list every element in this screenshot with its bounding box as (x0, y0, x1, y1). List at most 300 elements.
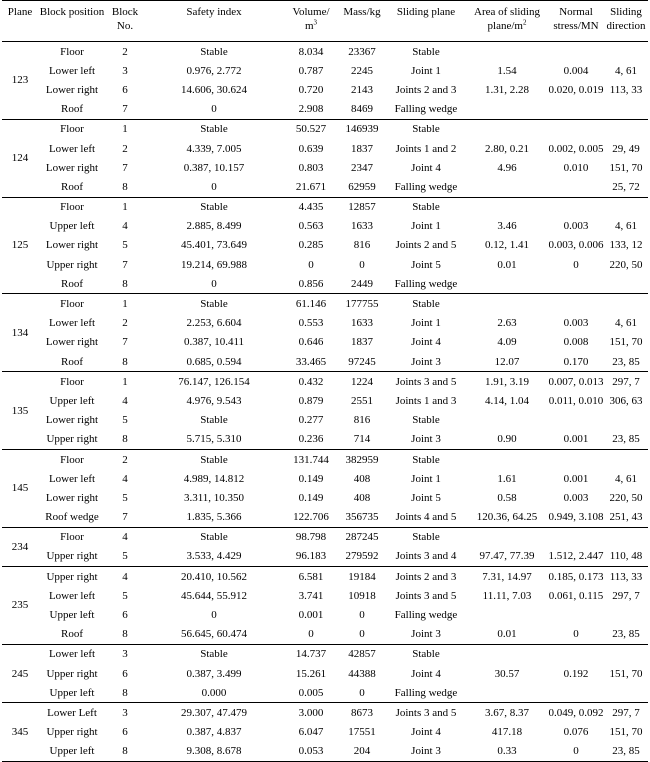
area-cell (466, 605, 548, 624)
safety-index-cell: 45.644, 55.912 (181, 589, 247, 602)
sliding-direction-cell: 220, 50 (609, 491, 643, 504)
sliding-direction-cell: 297, 7 (612, 589, 640, 602)
sliding-plane-cell: Joint 1 (411, 64, 441, 77)
block-position-cell: Roof (38, 274, 106, 294)
safety-index-cell: Stable (200, 648, 228, 661)
table-row (2, 236, 648, 255)
area-cell: 0.12, 1.41 (485, 239, 529, 252)
safety-index-cell: 4.339, 7.005 (186, 142, 242, 155)
volume-cell: 98.798 (295, 531, 327, 544)
normal-stress-cell: 0.001 (563, 472, 589, 485)
table-row (2, 61, 648, 80)
block-no-cell: 6 (122, 83, 128, 96)
safety-index-cell: 45.401, 73.649 (181, 239, 247, 252)
block-position-cell: Lower Left (47, 706, 97, 719)
sliding-direction-cell: 110, 48 (604, 547, 648, 567)
volume-cell: 122.706 (284, 508, 338, 528)
sliding-plane-cell: Joints 3 and 5 (395, 706, 457, 719)
block-no-cell: 4 (122, 394, 128, 407)
block-no-cell: 4 (122, 531, 128, 544)
block-position-cell: Floor (60, 123, 84, 136)
header-row (2, 1, 648, 42)
block-no-cell: 8 (106, 742, 144, 762)
block-position-cell: Upper left (38, 742, 106, 762)
area-cell: 2.80, 0.21 (485, 142, 529, 155)
normal-stress-cell (548, 274, 604, 294)
plane-cell: 235 (2, 567, 38, 645)
header-area (466, 1, 548, 42)
volume-cell: 21.671 (284, 177, 338, 197)
safety-index-cell: 2.253, 6.604 (186, 317, 242, 330)
mass-cell: 0 (338, 625, 386, 645)
area-cell (466, 119, 548, 139)
volume-cell: 0.285 (298, 239, 324, 252)
volume-cell: 0.149 (298, 472, 324, 485)
sliding-direction-cell (604, 119, 648, 139)
normal-stress-cell: 0.002, 0.005 (548, 142, 604, 155)
area-cell: 1.61 (497, 472, 517, 485)
plane-cell: 135 (2, 372, 38, 450)
safety-index-cell: 0.976, 2.772 (186, 64, 242, 77)
header-area-exponent: 2 (522, 18, 527, 27)
block-position-cell: Lower right (45, 414, 99, 427)
safety-index-cell: 0 (144, 177, 284, 197)
block-position-cell: Lower right (45, 83, 99, 96)
normal-stress-cell (548, 197, 604, 217)
normal-stress-cell: 0.004 (563, 64, 589, 77)
sliding-plane-cell: Falling wedge (394, 609, 458, 622)
table-row (2, 177, 648, 197)
volume-cell: 0.553 (298, 317, 324, 330)
table-row (2, 547, 648, 567)
volume-cell: 0.236 (284, 430, 338, 450)
block-no-cell: 1 (122, 201, 128, 214)
plane-cell: 145 (2, 449, 38, 527)
block-no-cell: 1 (122, 123, 128, 136)
block-position-cell: Lower left (48, 589, 96, 602)
mass-cell: 146939 (345, 123, 379, 136)
sliding-plane-cell: Falling wedge (386, 683, 466, 703)
sliding-plane-cell: Joint 4 (411, 161, 441, 174)
area-cell: 0.01 (466, 625, 548, 645)
sliding-direction-cell (604, 197, 648, 217)
table-row (2, 644, 648, 664)
volume-cell: 6.047 (298, 726, 324, 739)
block-no-cell: 8 (106, 352, 144, 372)
sliding-plane-cell: Joints 4 and 5 (386, 508, 466, 528)
sliding-direction-cell: 4, 61 (615, 64, 637, 77)
mass-cell: 2245 (351, 64, 373, 77)
table-row (2, 274, 648, 294)
block-no-cell: 2 (122, 142, 128, 155)
volume-cell: 8.034 (298, 45, 324, 58)
sliding-direction-cell: 306, 63 (609, 394, 643, 407)
sliding-plane-cell: Falling wedge (386, 100, 466, 120)
normal-stress-cell: 0.003 (563, 317, 589, 330)
table-row (2, 255, 648, 274)
volume-cell: 33.465 (284, 352, 338, 372)
table-row (2, 411, 648, 430)
block-no-cell: 5 (122, 491, 128, 504)
mass-cell: 204 (338, 742, 386, 762)
block-position-cell: Floor (60, 298, 84, 311)
safety-index-cell: 0.387, 10.411 (183, 336, 245, 349)
area-cell (466, 411, 548, 430)
table-row (2, 469, 648, 488)
safety-index-cell: Stable (200, 414, 228, 427)
normal-stress-cell (548, 683, 604, 703)
plane-cell: 134 (2, 294, 38, 372)
volume-cell: 3.741 (298, 589, 324, 602)
block-no-cell: 4 (122, 472, 128, 485)
area-cell: 4.96 (497, 161, 517, 174)
volume-cell: 61.146 (295, 298, 327, 311)
table-row (2, 197, 648, 217)
mass-cell: 0 (338, 683, 386, 703)
normal-stress-cell: 0 (548, 625, 604, 645)
block-no-cell: 7 (106, 508, 144, 528)
sliding-direction-cell: 133, 12 (609, 239, 643, 252)
block-no-cell: 8 (106, 274, 144, 294)
table-row (2, 449, 648, 469)
mass-cell: 1224 (351, 375, 373, 388)
table-row (2, 372, 648, 392)
sliding-plane-cell: Joint 1 (411, 317, 441, 330)
sliding-direction-cell: 297, 7 (612, 375, 640, 388)
sliding-plane-cell: Joints 2 and 5 (395, 239, 457, 252)
safety-index-cell: 0.000 (144, 683, 284, 703)
safety-index-cell: 0.387, 10.157 (183, 161, 245, 174)
safety-index-cell: 0.685, 0.594 (144, 352, 284, 372)
safety-index-cell: 3.311, 10.350 (183, 491, 245, 504)
block-position-cell: Upper left (49, 394, 95, 407)
mass-cell: 1633 (351, 220, 373, 233)
block-position-cell: Roof wedge (38, 508, 106, 528)
table-row (2, 625, 648, 645)
mass-cell: 356735 (338, 508, 386, 528)
table-row (2, 352, 648, 372)
plane-cell: 345 (2, 703, 38, 762)
area-cell: 417.18 (491, 726, 523, 739)
safety-index-cell: Stable (200, 123, 228, 136)
sliding-plane-cell: Joints 3 and 5 (395, 589, 457, 602)
mass-cell: 816 (353, 239, 371, 252)
sliding-plane-cell: Joints 1 and 2 (395, 142, 457, 155)
sliding-plane-cell: Stable (412, 298, 440, 311)
mass-cell: 2143 (351, 83, 373, 96)
table-row (2, 586, 648, 605)
table-row (2, 294, 648, 314)
mass-cell: 714 (338, 430, 386, 450)
volume-cell: 0.563 (298, 220, 324, 233)
sliding-direction-cell: 151, 70 (609, 667, 643, 680)
safety-index-cell: Stable (200, 531, 228, 544)
sliding-direction-cell (604, 605, 648, 624)
safety-index-cell: 9.308, 8.678 (144, 742, 284, 762)
volume-cell: 131.744 (293, 453, 329, 466)
block-no-cell: 4 (122, 220, 128, 233)
sliding-plane-cell: Joint 5 (411, 491, 441, 504)
area-cell: 120.36, 64.25 (466, 508, 548, 528)
safety-index-cell: 0 (144, 274, 284, 294)
normal-stress-cell (548, 644, 604, 664)
area-cell: 0.01 (497, 258, 517, 271)
sliding-direction-cell: 113, 33 (609, 570, 643, 583)
safety-index-cell: 4.989, 14.812 (183, 472, 245, 485)
area-cell: 0.90 (466, 430, 548, 450)
table-row (2, 139, 648, 158)
block-no-cell: 8 (106, 430, 144, 450)
block-position-cell: Floor (60, 201, 84, 214)
block-position-cell: Lower left (48, 317, 96, 330)
safety-index-cell: 3.533, 4.429 (144, 547, 284, 567)
block-position-cell: Floor (60, 531, 84, 544)
block-no-cell: 1 (122, 298, 128, 311)
table-row (2, 430, 648, 450)
header-mass: Mass/kg (338, 1, 386, 42)
normal-stress-cell: 0.949, 3.108 (548, 508, 604, 528)
header-plane: Plane (2, 1, 38, 42)
volume-cell: 96.183 (284, 547, 338, 567)
normal-stress-cell (548, 527, 604, 547)
sliding-plane-cell: Joint 5 (411, 258, 441, 271)
mass-cell: 0 (359, 609, 365, 622)
block-no-cell: 7 (122, 258, 128, 271)
block-position-cell: Lower right (45, 161, 99, 174)
block-no-cell: 7 (106, 100, 144, 120)
mass-cell: 2347 (351, 161, 373, 174)
normal-stress-cell: 0.185, 0.173 (548, 570, 604, 583)
sliding-plane-cell: Joint 1 (411, 220, 441, 233)
sliding-direction-cell: 4, 61 (615, 472, 637, 485)
block-position-cell: Upper right (46, 726, 98, 739)
area-cell: 3.46 (497, 220, 517, 233)
table-row (2, 742, 648, 762)
block-no-cell: 2 (122, 453, 128, 466)
volume-cell: 0.277 (298, 414, 324, 427)
sliding-plane-cell: Stable (412, 123, 440, 136)
area-cell (466, 527, 548, 547)
sliding-plane-cell: Falling wedge (386, 177, 466, 197)
normal-stress-cell: 0.003 (563, 220, 589, 233)
area-cell (466, 100, 548, 120)
safety-index-cell: 5.715, 5.310 (144, 430, 284, 450)
mass-cell: 408 (353, 472, 371, 485)
sliding-plane-cell: Joints 2 and 3 (395, 570, 457, 583)
header-volume (284, 1, 338, 42)
header-volume-unit: m (304, 20, 314, 32)
sliding-direction-cell (604, 42, 648, 62)
mass-cell: 1837 (351, 142, 373, 155)
block-position-cell: Upper left (38, 683, 106, 703)
sliding-direction-cell (604, 527, 648, 547)
volume-cell: 0.001 (298, 609, 324, 622)
mass-cell: 2551 (351, 394, 373, 407)
sliding-plane-cell: Stable (412, 414, 440, 427)
block-position-cell: Roof (38, 625, 106, 645)
table-row (2, 217, 648, 236)
sliding-direction-cell: 297, 7 (612, 706, 640, 719)
normal-stress-cell (548, 177, 604, 197)
normal-stress-cell (548, 119, 604, 139)
volume-cell: 0.005 (284, 683, 338, 703)
table-row (2, 333, 648, 352)
sliding-plane-cell: Joints 3 and 4 (386, 547, 466, 567)
volume-cell: 50.527 (295, 123, 327, 136)
header-sliding-direction: Sliding direction (604, 1, 648, 42)
normal-stress-cell: 0.076 (563, 726, 589, 739)
sliding-direction-cell (604, 644, 648, 664)
block-position-cell: Lower right (45, 239, 99, 252)
area-cell (466, 644, 548, 664)
normal-stress-cell: 1.512, 2.447 (548, 547, 604, 567)
normal-stress-cell: 0.020, 0.019 (548, 83, 604, 96)
area-cell: 1.91, 3.19 (485, 375, 529, 388)
table-row (2, 391, 648, 410)
area-cell: 0.58 (497, 491, 517, 504)
normal-stress-cell: 0 (573, 258, 579, 271)
header-sliding-plane: Sliding plane (386, 1, 466, 42)
sliding-plane-cell: Stable (412, 648, 440, 661)
safety-index-cell: Stable (200, 453, 228, 466)
mass-cell: 408 (353, 491, 371, 504)
volume-cell: 6.581 (298, 570, 324, 583)
mass-cell: 8469 (338, 100, 386, 120)
block-position-cell: Roof (38, 352, 106, 372)
sliding-plane-cell: Stable (412, 531, 440, 544)
mass-cell: 287245 (345, 531, 379, 544)
sliding-direction-cell (604, 683, 648, 703)
plane-cell: 245 (2, 644, 38, 703)
sliding-plane-cell: Joints 1 and 3 (395, 394, 457, 407)
area-cell (466, 274, 548, 294)
normal-stress-cell: 0.001 (548, 430, 604, 450)
sliding-plane-cell: Joint 4 (411, 726, 441, 739)
normal-stress-cell: 0.003, 0.006 (548, 239, 604, 252)
block-no-cell: 6 (122, 609, 128, 622)
block-position-cell: Upper right (46, 570, 98, 583)
mass-cell: 10918 (348, 589, 376, 602)
table-row (2, 80, 648, 99)
block-no-cell: 2 (122, 317, 128, 330)
block-no-cell: 1 (122, 375, 128, 388)
block-position-cell: Floor (60, 375, 84, 388)
sliding-direction-cell: 23, 85 (604, 352, 648, 372)
block-no-cell: 2 (122, 45, 128, 58)
normal-stress-cell: 0.170 (548, 352, 604, 372)
table-row (2, 703, 648, 723)
header-block-no: Block No. (106, 1, 144, 42)
table-row (2, 508, 648, 528)
block-no-cell: 8 (106, 683, 144, 703)
table-row (2, 664, 648, 683)
table-row (2, 527, 648, 547)
normal-stress-cell (548, 42, 604, 62)
sliding-plane-cell: Joint 1 (411, 472, 441, 485)
sliding-direction-cell: 151, 70 (609, 336, 643, 349)
safety-index-cell: 29.307, 47.479 (181, 706, 247, 719)
mass-cell: 0 (359, 258, 365, 271)
normal-stress-cell: 0.003 (563, 491, 589, 504)
normal-stress-cell (548, 411, 604, 430)
normal-stress-cell: 0.011, 0.010 (548, 394, 604, 407)
block-no-cell: 6 (122, 667, 128, 680)
sliding-plane-cell: Joint 3 (386, 352, 466, 372)
block-no-cell: 3 (122, 64, 128, 77)
table-row (2, 314, 648, 333)
normal-stress-cell (548, 294, 604, 314)
mass-cell: 177755 (345, 298, 379, 311)
sliding-direction-cell: 23, 85 (604, 742, 648, 762)
header-volume-label: Volume/ (292, 6, 330, 18)
table-row (2, 158, 648, 177)
sliding-plane-cell: Joint 3 (386, 625, 466, 645)
area-cell: 11.11, 7.03 (482, 589, 532, 602)
volume-cell: 0.149 (298, 491, 324, 504)
safety-index-cell: 0 (144, 100, 284, 120)
mass-cell: 97245 (338, 352, 386, 372)
block-position-cell: Floor (60, 453, 84, 466)
sliding-direction-cell (604, 449, 648, 469)
normal-stress-cell: 0.049, 0.092 (548, 706, 604, 719)
sliding-direction-cell: 220, 50 (609, 258, 643, 271)
sliding-direction-cell: 29, 49 (612, 142, 640, 155)
header-normal-stress: Normal stress/MN (548, 1, 604, 42)
normal-stress-cell (548, 100, 604, 120)
sliding-plane-cell: Stable (412, 45, 440, 58)
volume-cell: 0.803 (298, 161, 324, 174)
block-no-cell: 7 (122, 336, 128, 349)
block-no-cell: 3 (122, 706, 128, 719)
plane-cell: 125 (2, 197, 38, 294)
volume-cell: 4.435 (298, 201, 324, 214)
block-position-cell: Upper right (46, 258, 98, 271)
sliding-plane-cell: Joints 2 and 3 (395, 83, 457, 96)
volume-cell: 0.720 (298, 83, 324, 96)
sliding-direction-cell: 151, 70 (609, 726, 643, 739)
block-position-cell: Lower left (48, 64, 96, 77)
block-position-cell: Lower left (48, 472, 96, 485)
volume-cell: 0.787 (298, 64, 324, 77)
sliding-direction-cell (604, 411, 648, 430)
sliding-direction-cell (604, 294, 648, 314)
table-row (2, 567, 648, 587)
mass-cell: 12857 (348, 201, 376, 214)
mass-cell: 816 (353, 414, 371, 427)
volume-cell: 14.737 (295, 648, 327, 661)
sliding-direction-cell: 23, 85 (604, 430, 648, 450)
area-cell: 1.54 (497, 64, 517, 77)
area-cell (466, 177, 548, 197)
mass-cell: 382959 (345, 453, 379, 466)
block-position-cell: Floor (60, 45, 84, 58)
sliding-direction-cell: 113, 33 (609, 83, 643, 96)
volume-cell: 0.856 (284, 274, 338, 294)
area-cell (466, 294, 548, 314)
area-cell (466, 449, 548, 469)
sliding-direction-cell (604, 274, 648, 294)
normal-stress-cell: 0.061, 0.115 (548, 589, 604, 602)
mass-cell: 1633 (351, 317, 373, 330)
sliding-plane-cell: Joint 4 (411, 667, 441, 680)
sliding-plane-cell: Joint 4 (411, 336, 441, 349)
block-no-cell: 5 (122, 414, 128, 427)
volume-cell: 3.000 (298, 706, 324, 719)
mass-cell: 62959 (338, 177, 386, 197)
volume-cell: 0 (284, 625, 338, 645)
area-cell: 4.14, 1.04 (485, 394, 529, 407)
table-row (2, 605, 648, 624)
